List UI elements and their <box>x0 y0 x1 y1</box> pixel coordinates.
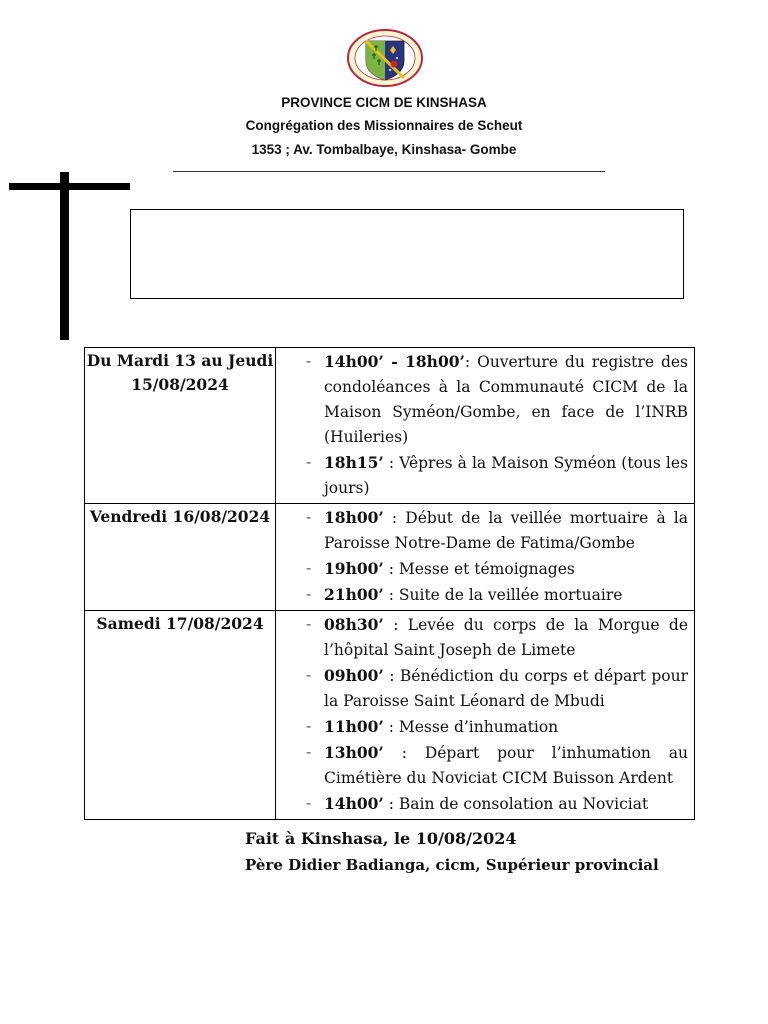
schedule-day: Vendredi 16/08/2024 <box>85 504 276 611</box>
event-description: : Messe d’inhumation <box>383 718 559 736</box>
event-item: - 18h15’ : Vêpres à la Maison Syméon (tous les jours) <box>306 453 688 497</box>
signatory-name: Père Didier Badianga, cicm, Supérieur provincial <box>245 856 659 874</box>
event-item: - 21h00’ : Suite de la veillée mortuaire <box>306 585 623 604</box>
event-description: : Ouverture du registre des condoléances à la Communauté CICM de la Maison Syméon/Gombe, en face de l’INRB (Huileries) <box>324 353 689 446</box>
event-item: - 08h30’ : Levée du corps de la Morgue de l’hôpital Saint Joseph de Limete <box>306 615 688 659</box>
address: 1353 ; Av. Tombalbaye, Kinshasa- Gombe <box>251 142 517 157</box>
event-time: 14h00’ <box>324 794 384 813</box>
event-item: - 11h00’ : Messe d’inhumation <box>306 717 559 736</box>
schedule-events <box>276 348 695 504</box>
schedule-day: Du Mardi 13 au Jeudi 15/08/2024 <box>85 348 276 504</box>
congregation-name: Congrégation des Missionnaires de Scheut <box>245 118 523 133</box>
event-time: 11h00’ <box>324 717 384 736</box>
schedule-events <box>276 504 695 611</box>
event-time: 09h00’ <box>324 666 384 685</box>
schedule-row <box>85 611 695 820</box>
event-description: : Vêpres à la Maison Syméon (tous les jours) <box>324 454 688 497</box>
event-time: 19h00’ <box>324 559 384 578</box>
event-time: 14h00’ - 18h00’ <box>324 352 465 371</box>
event-description: : Bain de consolation au Noviciat <box>383 795 649 813</box>
schedule-row <box>85 504 695 611</box>
schedule-events <box>276 611 695 820</box>
event-item: - 14h00’ - 18h00’: Ouverture du registre des condoléances à la Communauté CICM de la Maison Syméon/Gombe, en face de l’INRB (Huileries) <box>306 352 689 446</box>
cross-icon-bar <box>9 183 130 190</box>
cross-icon <box>60 172 69 340</box>
empty-name-box <box>130 209 684 299</box>
event-description: : Levée du corps de la Morgue de l’hôpital Saint Joseph de Limete <box>324 616 688 659</box>
event-description: : Début de la veillée mortuaire à la Paroisse Notre-Dame de Fatima/Gombe <box>324 509 688 552</box>
event-item: - 14h00’ : Bain de consolation au Noviciat <box>306 794 649 813</box>
event-item: - 09h00’ : Bénédiction du corps et départ pour la Paroisse Saint Léonard de Mbudi <box>306 666 688 710</box>
event-description: : Suite de la veillée mortuaire <box>383 586 623 604</box>
event-description: : Bénédiction du corps et départ pour la Paroisse Saint Léonard de Mbudi <box>324 667 688 710</box>
event-time: 18h15’ <box>324 453 384 472</box>
signature-place-date: Fait à Kinshasa, le 10/08/2024 <box>245 829 517 848</box>
schedule-day: Samedi 17/08/2024 <box>85 611 276 820</box>
event-time: 21h00’ <box>324 585 384 604</box>
cicm-logo <box>345 28 425 88</box>
event-time: 08h30’ <box>324 615 384 634</box>
event-time: 13h00’ <box>324 743 384 762</box>
province-title: PROVINCE CICM DE KINSHASA <box>281 95 487 110</box>
event-item: - 13h00’ : Départ pour l’inhumation au Cimétière du Noviciat CICM Buisson Ardent <box>306 743 688 787</box>
event-description: : Départ pour l’inhumation au Cimétière du Noviciat CICM Buisson Ardent <box>324 744 688 787</box>
schedule-row <box>85 348 695 504</box>
event-description: : Messe et témoignages <box>383 560 575 578</box>
schedule-table <box>84 347 695 820</box>
event-time: 18h00’ <box>324 508 384 527</box>
event-item: - 18h00’ : Début de la veillée mortuaire à la Paroisse Notre-Dame de Fatima/Gombe <box>306 508 688 552</box>
event-item: - 19h00’ : Messe et témoignages <box>306 559 575 578</box>
header-divider <box>173 171 605 172</box>
